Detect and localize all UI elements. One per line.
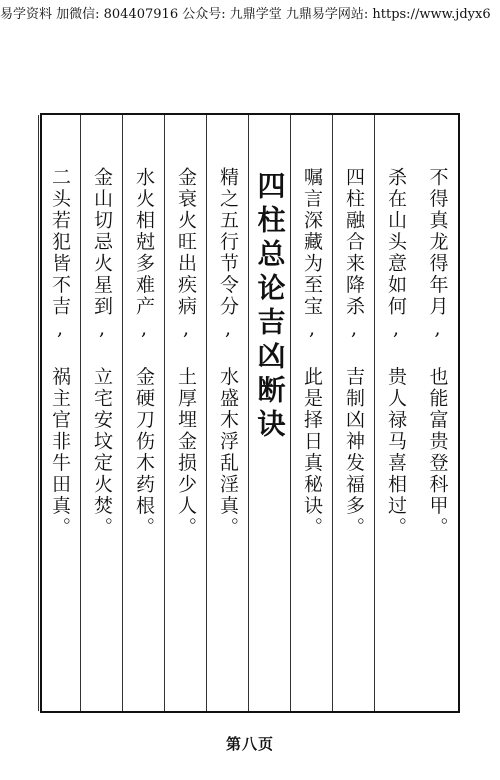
text-column-9	[38, 115, 80, 711]
verse-line: 不得真龙得年月, 也能富贵登科甲。	[426, 167, 449, 539]
title-column	[248, 115, 290, 711]
verse-line: 嘱言深藏为至宝, 此是择日真秘诀。	[301, 167, 323, 539]
text-column-1	[416, 115, 458, 711]
page-frame	[40, 113, 460, 713]
text-column-3	[332, 115, 374, 711]
watermark-header: 易学资料 加微信: 804407916 公众号: 九鼎学堂 九鼎易学网站: https://www.jdyx6	[0, 7, 491, 22]
section-title: 四柱总论吉凶断诀	[253, 171, 287, 443]
verse-line: 四柱融合来降杀, 吉制凶神发福多。	[343, 167, 365, 539]
text-column-2	[374, 115, 416, 711]
text-column-4	[290, 115, 332, 711]
verse-line: 水火相尅多难产, 金硬刀伤木药根。	[133, 167, 155, 539]
text-column-7	[122, 115, 164, 711]
verse-line: 金山切忌火星到, 立宅安坟定火焚。	[91, 167, 113, 539]
verse-line: 二头若犯皆不吉, 祸主官非牛田真。	[49, 167, 71, 539]
verse-line: 精之五行节令分, 水盛木浮乱淫真。	[217, 167, 239, 539]
verse-line: 金衰火旺出疾病, 土厚埋金损少人。	[175, 167, 197, 539]
text-column-5	[206, 115, 248, 711]
text-column-6	[164, 115, 206, 711]
text-column-8	[80, 115, 122, 711]
page-number: 第八页	[225, 735, 274, 753]
verse-line: 杀在山头意如何, 贵人禄马喜相过。	[385, 167, 407, 539]
